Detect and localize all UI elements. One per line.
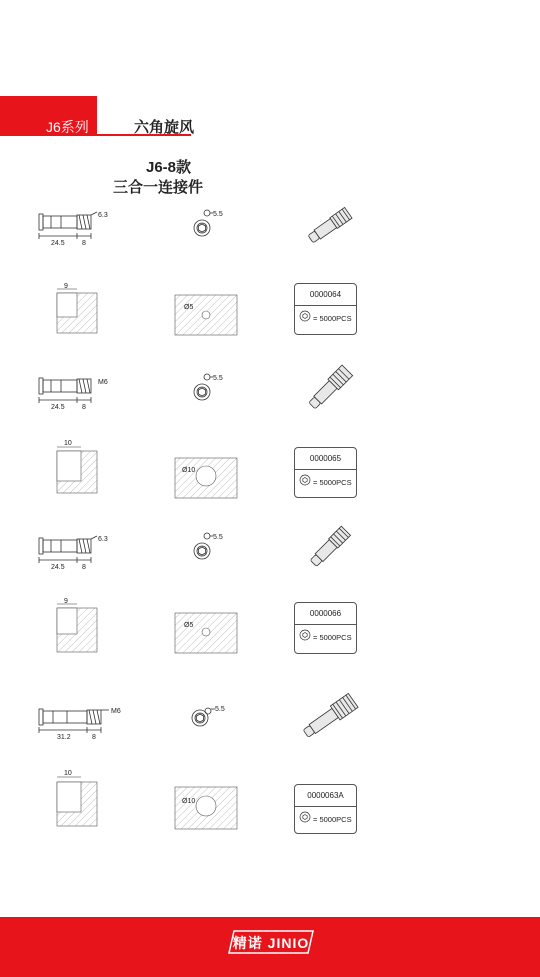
card-divider — [295, 624, 356, 625]
package-quantity: = 5000PCS — [313, 815, 352, 824]
tail-label: 8 — [82, 404, 86, 410]
hex-head-drawing — [186, 700, 238, 740]
hole-depth-label: 9 — [64, 598, 68, 605]
card-divider — [295, 305, 356, 306]
hole-diameter-label: Ø5 — [184, 304, 194, 311]
thread-label: 6.3 — [98, 536, 108, 543]
tail-label: 8 — [82, 564, 86, 570]
product-info-card — [294, 447, 357, 498]
category-label: 六角旋风 — [134, 119, 195, 136]
card-divider — [295, 469, 356, 470]
length-label: 24.5 — [51, 240, 65, 246]
hex-label: 5.5 — [213, 375, 223, 382]
drill-hole-depth-drawing — [55, 437, 100, 495]
package-quantity: = 5000PCS — [313, 478, 352, 487]
hex-screw-icon — [299, 629, 311, 641]
hole-depth-label: 10 — [64, 440, 72, 447]
connector-dimension-drawing — [27, 206, 117, 246]
model-subtitle: 三合一连接件 — [113, 179, 204, 196]
thread-label: M6 — [111, 708, 121, 715]
product-info-card — [294, 784, 357, 834]
connector-product-image — [298, 690, 362, 742]
hole-diameter-label: Ø10 — [182, 798, 196, 805]
connector-dimension-drawing — [27, 370, 117, 410]
package-quantity: = 5000PCS — [313, 633, 352, 642]
tail-label: 8 — [82, 240, 86, 246]
product-info-card — [294, 602, 357, 654]
model-title: J6-8款 — [146, 159, 192, 176]
card-divider — [295, 806, 356, 807]
drill-hole-depth-drawing — [55, 598, 100, 654]
length-label: 24.5 — [51, 564, 65, 570]
hole-diameter-label: Ø10 — [182, 467, 196, 474]
hex-screw-icon — [299, 310, 311, 322]
product-code: 0000066 — [309, 609, 342, 618]
series-label: J6系列 — [46, 119, 89, 135]
hex-label: 5.5 — [213, 211, 223, 218]
connector-product-image — [300, 202, 360, 248]
connector-dimension-drawing — [27, 530, 117, 570]
product-code: 0000065 — [309, 454, 342, 463]
hex-label: 5.5 — [215, 706, 225, 713]
hole-depth-label: 9 — [64, 283, 68, 290]
hole-diameter-label: Ø5 — [184, 622, 194, 629]
drill-hole-diameter-drawing — [174, 457, 238, 499]
thread-label: 6.3 — [98, 212, 108, 219]
hole-depth-label: 10 — [64, 770, 72, 777]
product-code: 0000063A — [307, 791, 344, 800]
length-label: 24.5 — [51, 404, 65, 410]
hex-head-drawing — [188, 530, 238, 570]
drill-hole-diameter-drawing — [174, 294, 238, 336]
hex-label: 5.5 — [213, 534, 223, 541]
thread-label: M6 — [98, 379, 108, 386]
connector-dimension-drawing — [27, 700, 127, 740]
tail-label: 8 — [92, 734, 96, 740]
drill-hole-diameter-drawing — [174, 786, 238, 830]
hex-screw-icon — [299, 811, 311, 823]
hex-head-drawing — [188, 372, 238, 412]
connector-product-image — [300, 362, 360, 412]
connector-product-image — [300, 522, 360, 570]
hex-head-drawing — [188, 208, 238, 248]
drill-hole-diameter-drawing — [174, 612, 238, 654]
drill-hole-depth-drawing — [55, 768, 100, 828]
product-code: 0000064 — [309, 290, 342, 299]
product-info-card — [294, 283, 357, 335]
package-quantity: = 5000PCS — [313, 314, 352, 323]
drill-hole-depth-drawing — [55, 283, 100, 335]
hex-screw-icon — [299, 474, 311, 486]
length-label: 31.2 — [57, 734, 71, 740]
brand-logo-text: 精诺 JINIO — [232, 935, 310, 951]
